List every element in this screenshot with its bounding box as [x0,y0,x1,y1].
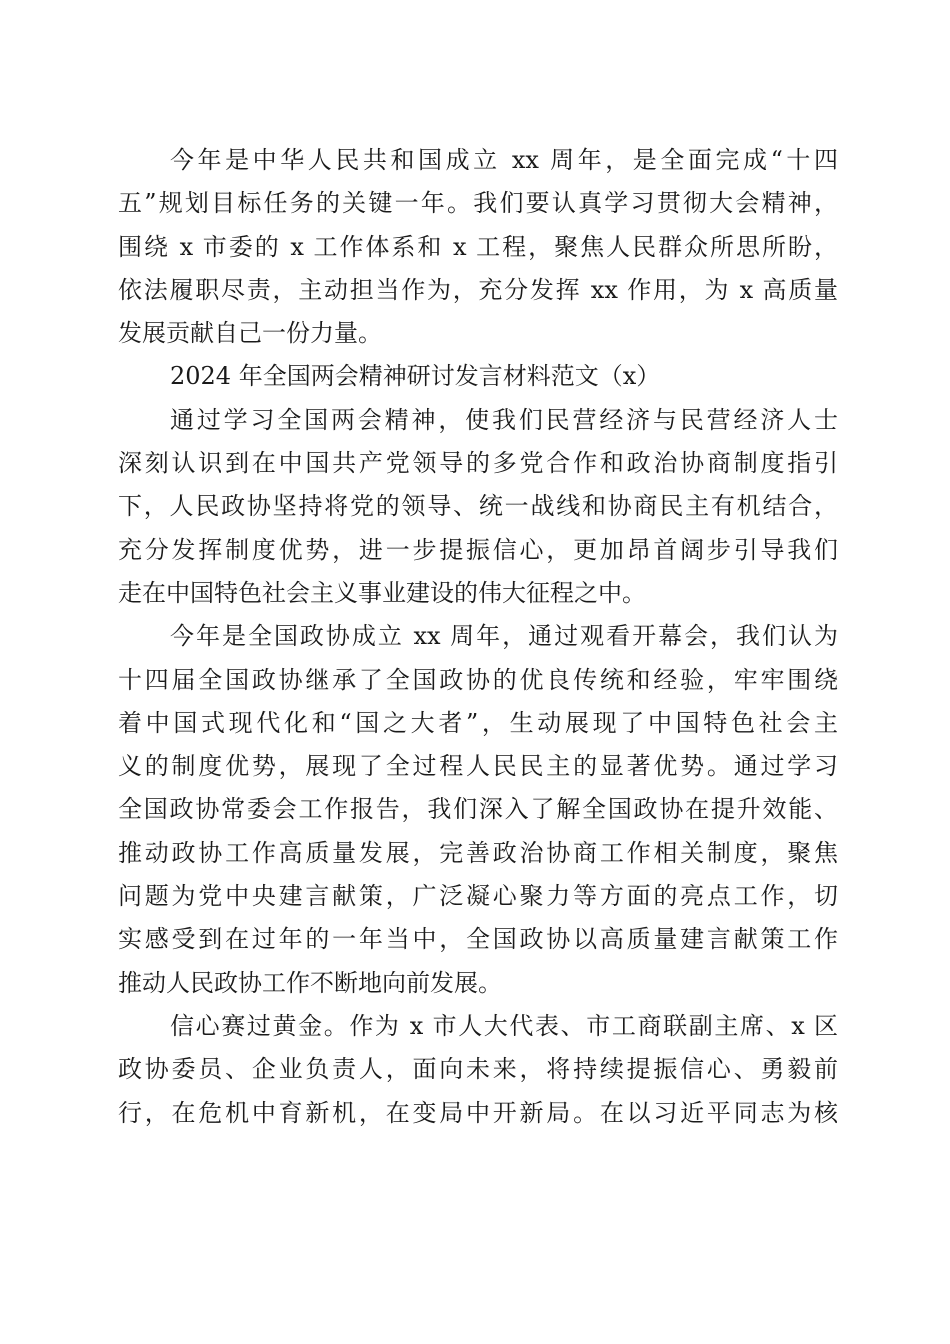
document-body [118,139,838,1135]
paragraph-3-line-1: 今年是全国政协成立 xx 周年，通过观看开幕会，我们认为 [170,622,838,651]
paragraph-1-line-1: 今年是中华人民共和国成立 xx 周年，是全面完成“十四 [170,146,838,174]
paragraph-3-line-8: 实感受到在过年的一年当中，全国政协以高质量建言献策工作 [118,925,838,954]
paragraph-1-line-3: 围绕 x 市委的 x 工作体系和 x 工程，聚焦人民群众所思所盼， [118,232,838,261]
section-title: 2024 年全国两会精神研讨发言材料范文（x） [170,362,661,391]
paragraph-3-line-9: 推动人民政协工作不断地向前发展。 [118,968,502,997]
paragraph-1-line-5: 发展贡献自己一份力量。 [118,319,382,348]
paragraph-4-line-1: 信心赛过黄金。作为 x 市人大代表、市工商联副主席、x 区 [170,1011,838,1040]
paragraph-3-line-5: 全国政协常委会工作报告，我们深入了解全国政协在提升效能、 [118,795,838,824]
paragraph-1-line-2: 五”规划目标任务的关键一年。我们要认真学习贯彻大会精神， [118,189,838,218]
paragraph-3-line-6: 推动政协工作高质量发展，完善政治协商工作相关制度，聚焦 [118,838,838,867]
paragraph-4-line-2: 政协委员、企业负责人，面向未来，将持续提振信心、勇毅前 [118,1055,838,1084]
paragraph-2-line-3: 下，人民政协坚持将党的领导、统一战线和协商民主有机结合， [118,492,838,521]
paragraph-3-line-2: 十四届全国政协继承了全国政协的优良传统和经验，牢牢围绕 [118,665,838,694]
paragraph-2-line-5: 走在中国特色社会主义事业建设的伟大征程之中。 [118,578,646,607]
paragraph-2-line-1: 通过学习全国两会精神，使我们民营经济与民营经济人士 [170,405,838,434]
paragraph-2-line-4: 充分发挥制度优势，进一步提振信心，更加昂首阔步引导我们 [118,535,838,564]
paragraph-3-line-3: 着中国式现代化和“国之大者”，生动展现了中国特色社会主 [118,708,838,737]
paragraph-1-line-4: 依法履职尽责，主动担当作为，充分发挥 xx 作用，为 x 高质量 [118,275,838,304]
paragraph-4-line-3: 行，在危机中育新机，在变局中开新局。在以习近平同志为核 [118,1098,838,1127]
paragraph-2-line-2: 深刻认识到在中国共产党领导的多党合作和政治协商制度指引 [118,449,838,478]
paragraph-3-line-7: 问题为党中央建言献策，广泛凝心聚力等方面的亮点工作，切 [118,882,838,911]
paragraph-3-line-4: 义的制度优势，展现了全过程人民民主的显著优势。通过学习 [118,752,838,781]
